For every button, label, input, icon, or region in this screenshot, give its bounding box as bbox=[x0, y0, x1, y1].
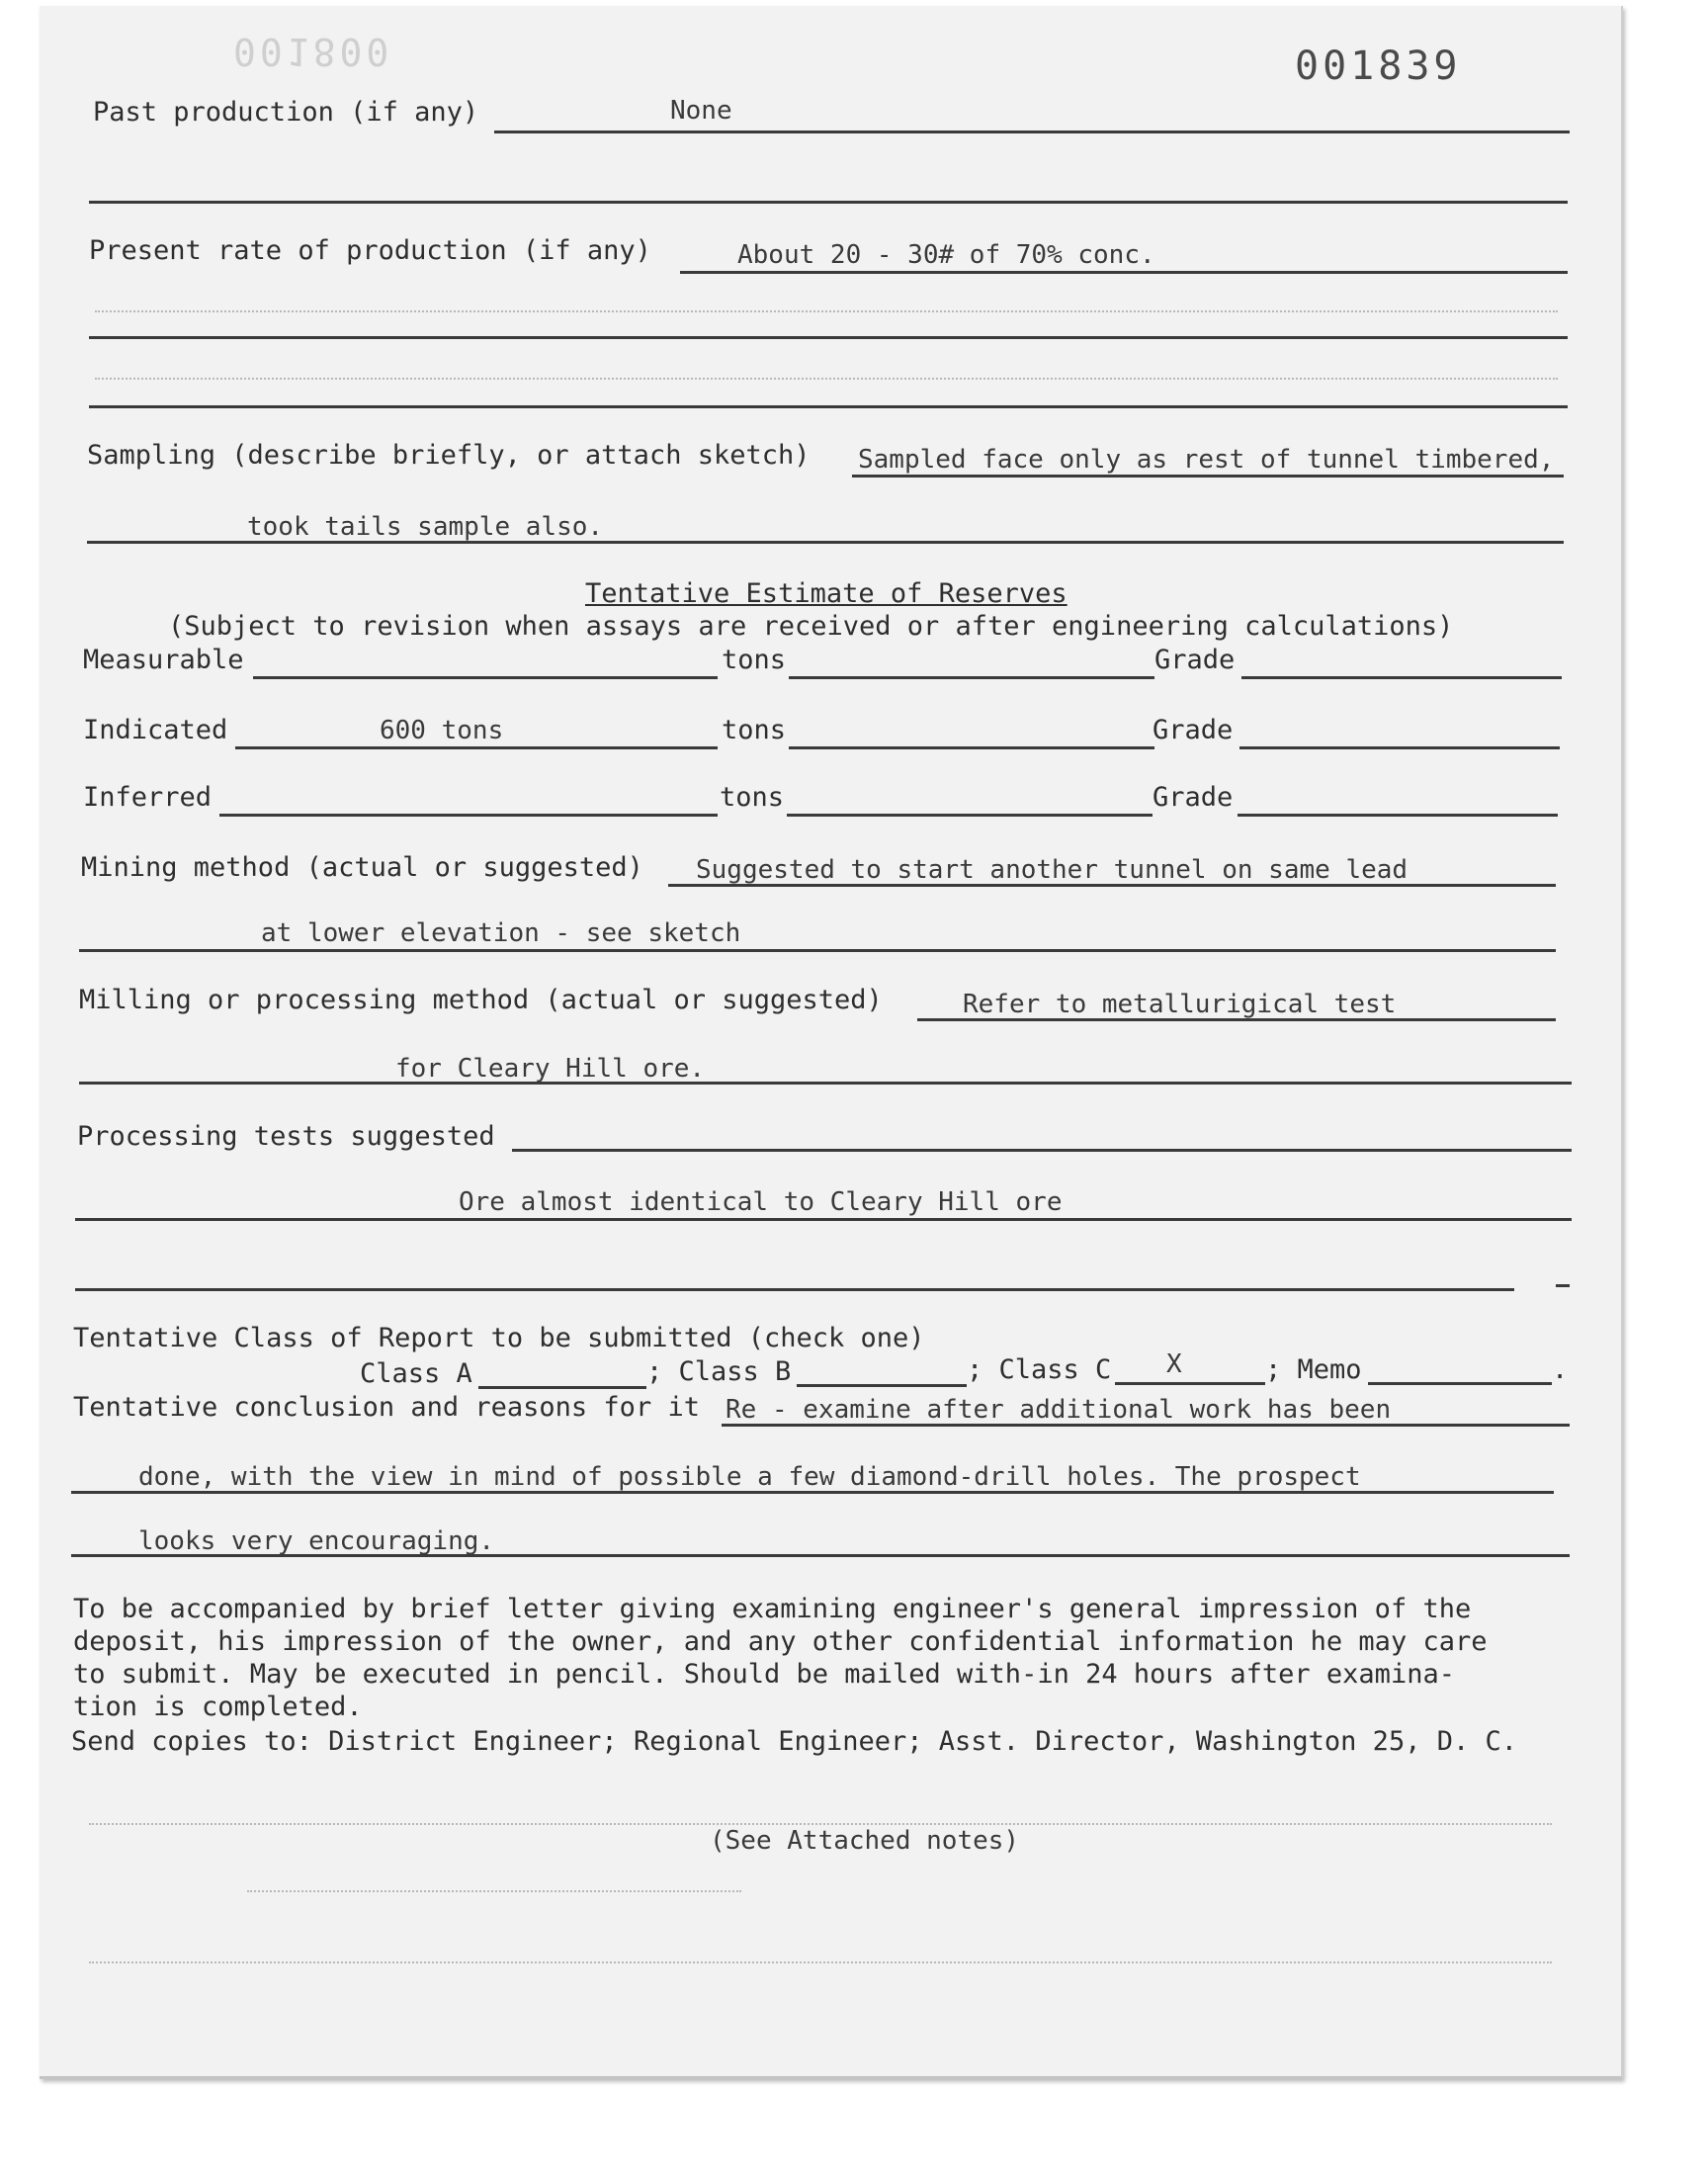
sampling-label: Sampling (describe briefly, or attach sketch) bbox=[87, 440, 811, 471]
class-b-label: ; Class B bbox=[646, 1356, 792, 1387]
inferred-line bbox=[219, 814, 718, 817]
processing-tests-line bbox=[512, 1149, 1572, 1152]
sampling-value-1: Sampled face only as rest of tunnel timbered, bbox=[858, 445, 1555, 475]
memo-label: ; Memo bbox=[1265, 1354, 1362, 1385]
footer-dots-3 bbox=[89, 1961, 1552, 1963]
measurable-label: Measurable bbox=[83, 645, 244, 675]
instructions-line-1: To be accompanied by brief letter giving examining engineer's general impression of the bbox=[73, 1594, 1472, 1624]
inferred-grade-label: Grade bbox=[1153, 782, 1234, 813]
mining-method-value-1: Suggested to start another tunnel on same lead bbox=[696, 855, 1409, 885]
class-b-line bbox=[797, 1384, 967, 1387]
past-production-value: None bbox=[670, 96, 732, 126]
mining-method-line bbox=[668, 884, 1556, 887]
milling-method-value-2: for Cleary Hill ore. bbox=[395, 1054, 706, 1084]
present-rate-line-3 bbox=[89, 405, 1568, 408]
processing-tests-label: Processing tests suggested bbox=[77, 1121, 495, 1152]
send-copies: Send copies to: District Engineer; Regional Engineer; Asst. Director, Washington 25, D. C. bbox=[71, 1726, 1517, 1757]
reserves-subheading: (Subject to revision when assays are received or after engineering calculations) bbox=[168, 611, 1454, 642]
document-number: 001839 bbox=[1295, 44, 1462, 89]
indicated-grade-label: Grade bbox=[1153, 715, 1234, 745]
conclusion-line-2 bbox=[71, 1491, 1554, 1494]
processing-tests-line-3-end bbox=[1556, 1284, 1570, 1287]
sampling-line bbox=[852, 475, 1564, 478]
processing-tests-line-2 bbox=[75, 1218, 1572, 1221]
past-production-line bbox=[494, 130, 1570, 133]
sampling-value-2: took tails sample also. bbox=[247, 512, 604, 542]
past-production-label: Past production (if any) bbox=[93, 97, 479, 128]
sampling-line-2 bbox=[87, 541, 1564, 544]
attached-notes: (See Attached notes) bbox=[710, 1826, 1020, 1856]
conclusion-value-2: done, with the view in mind of possible a few diamond-drill holes. The prospect bbox=[138, 1462, 1361, 1492]
indicated-label: Indicated bbox=[83, 715, 228, 745]
indicated-value: 600 tons bbox=[380, 716, 504, 745]
inferred-tons-label: tons bbox=[720, 782, 785, 813]
measurable-grade-label: Grade bbox=[1154, 645, 1236, 675]
class-a-line bbox=[478, 1386, 646, 1389]
bleed-through-mark: 001800 bbox=[233, 30, 393, 73]
class-c-line bbox=[1115, 1382, 1265, 1385]
class-a-label: Class A bbox=[360, 1358, 472, 1389]
indicated-grade-line bbox=[1239, 746, 1560, 749]
reserves-heading: Tentative Estimate of Reserves bbox=[585, 578, 1068, 609]
memo-line bbox=[1368, 1382, 1552, 1385]
present-rate-dots-2 bbox=[95, 378, 1558, 380]
class-of-report-end: . bbox=[1552, 1354, 1569, 1385]
present-rate-dots bbox=[95, 310, 1558, 312]
milling-method-line-2 bbox=[79, 1082, 1572, 1085]
instructions-line-3: to submit. May be executed in pencil. Should be mailed with-in 24 hours after examina- bbox=[73, 1659, 1455, 1690]
present-rate-line-2 bbox=[89, 336, 1568, 339]
mining-method-line-2 bbox=[79, 949, 1556, 952]
conclusion-line-3 bbox=[71, 1554, 1570, 1557]
footer-dots-2 bbox=[247, 1890, 741, 1892]
present-rate-label: Present rate of production (if any) bbox=[89, 235, 651, 266]
measurable-tons-label: tons bbox=[722, 645, 787, 675]
milling-method-line bbox=[917, 1018, 1556, 1021]
processing-tests-value-1: Ore almost identical to Cleary Hill ore bbox=[459, 1187, 1063, 1217]
form-page bbox=[40, 6, 1623, 2079]
indicated-line bbox=[235, 746, 718, 749]
mining-method-label: Mining method (actual or suggested) bbox=[81, 852, 643, 883]
milling-method-value-1: Refer to metallurigical test bbox=[963, 990, 1397, 1019]
inferred-grade-line bbox=[1238, 814, 1558, 817]
indicated-tons-label: tons bbox=[722, 715, 787, 745]
conclusion-value-3: looks very encouraging. bbox=[138, 1526, 495, 1556]
inferred-tons-line bbox=[787, 814, 1153, 817]
indicated-tons-line bbox=[789, 746, 1154, 749]
measurable-grade-line bbox=[1241, 676, 1562, 679]
class-c-label: ; Class C bbox=[967, 1354, 1112, 1385]
mining-method-value-2: at lower elevation - see sketch bbox=[261, 918, 741, 948]
measurable-line bbox=[253, 676, 718, 679]
present-rate-value: About 20 - 30# of 70% conc. bbox=[737, 240, 1155, 270]
conclusion-value-1: Re - examine after additional work has been bbox=[726, 1395, 1392, 1425]
inferred-label: Inferred bbox=[83, 782, 213, 813]
past-production-line-2 bbox=[89, 201, 1568, 204]
instructions-line-2: deposit, his impression of the owner, and any other confidential information he may care bbox=[73, 1626, 1488, 1657]
processing-tests-line-3 bbox=[75, 1288, 1514, 1291]
milling-method-label: Milling or processing method (actual or suggested) bbox=[79, 985, 883, 1015]
class-c-mark: X bbox=[1166, 1349, 1182, 1379]
measurable-tons-line bbox=[789, 676, 1154, 679]
conclusion-line bbox=[722, 1424, 1570, 1427]
class-of-report-label: Tentative Class of Report to be submitted (check one) bbox=[73, 1323, 925, 1353]
present-rate-line bbox=[680, 271, 1568, 274]
conclusion-label: Tentative conclusion and reasons for it bbox=[73, 1392, 700, 1423]
instructions-line-4: tion is completed. bbox=[73, 1692, 363, 1722]
